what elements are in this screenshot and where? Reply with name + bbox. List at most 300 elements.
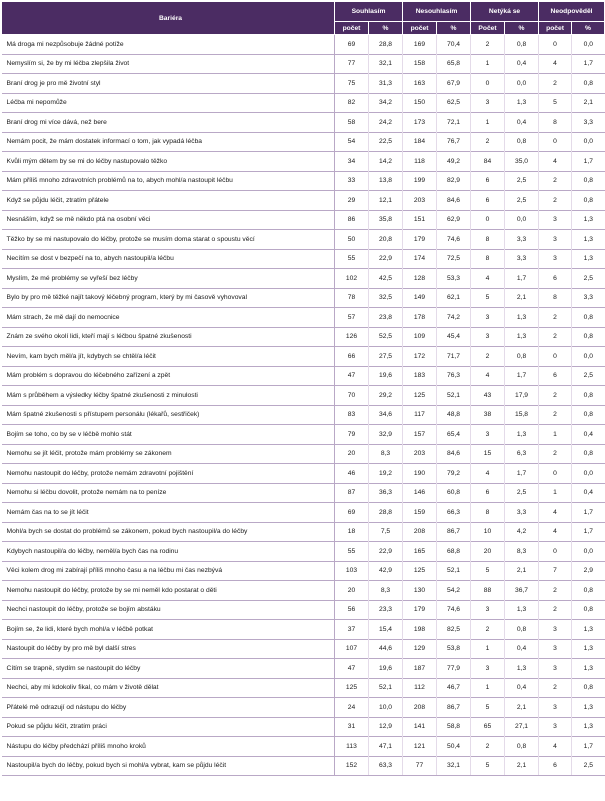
value-cell: 65,4 [437,425,471,445]
value-cell: 52,5 [369,327,403,347]
value-cell: 1,3 [505,600,539,620]
value-cell: 3 [471,425,505,445]
value-cell: 58 [335,113,369,133]
value-cell: 2 [539,327,572,347]
value-cell: 0,8 [505,347,539,367]
value-cell: 32,1 [369,54,403,74]
value-cell: 15 [471,444,505,464]
value-cell: 2 [539,678,572,698]
value-cell: 125 [335,678,369,698]
value-cell: 129 [403,639,437,659]
value-cell: 20 [335,581,369,601]
table-header [2,2,605,35]
value-cell: 1,3 [572,230,605,250]
table-row [2,464,605,484]
value-cell: 36,3 [369,483,403,503]
value-cell: 35,8 [369,210,403,230]
value-cell: 24,2 [369,113,403,133]
value-cell: 1 [471,639,505,659]
value-cell: 5 [471,698,505,718]
value-cell: 0 [539,35,572,55]
value-cell: 17,9 [505,386,539,406]
value-cell: 46 [335,464,369,484]
value-cell: 1,7 [572,737,605,757]
value-cell: 4,2 [505,522,539,542]
value-cell: 48,8 [437,405,471,425]
value-cell: 0,8 [572,74,605,94]
table-row [2,386,605,406]
value-cell: 8 [471,230,505,250]
table-row [2,93,605,113]
value-cell: 55 [335,542,369,562]
value-cell: 4 [539,522,572,542]
value-cell: 0,8 [505,132,539,152]
value-cell: 0,8 [505,620,539,640]
barrier-label: Kvůli mým dětem by se mi do léčby nastupovalo těžko [2,152,335,172]
value-cell: 47 [335,659,369,679]
value-cell: 8 [539,113,572,133]
value-cell: 1 [471,678,505,698]
value-cell: 78 [335,288,369,308]
value-cell: 23,3 [369,600,403,620]
value-cell: 7 [539,561,572,581]
value-cell: 3 [471,93,505,113]
table-row [2,600,605,620]
value-cell: 1,7 [572,522,605,542]
value-cell: 1,7 [572,54,605,74]
value-cell: 23,8 [369,308,403,328]
table-row [2,698,605,718]
value-cell: 0,8 [572,386,605,406]
value-cell: 1 [539,425,572,445]
barrier-label: Pokud se půjdu léčit, ztratím práci [2,717,335,737]
table-row [2,620,605,640]
value-cell: 0 [539,542,572,562]
value-cell: 68,8 [437,542,471,562]
value-cell: 65 [471,717,505,737]
value-cell: 2 [539,600,572,620]
value-cell: 190 [403,464,437,484]
value-cell: 158 [403,54,437,74]
value-cell: 1,3 [572,210,605,230]
value-cell: 63,3 [369,756,403,776]
value-cell: 3,3 [572,113,605,133]
value-cell: 52,1 [437,561,471,581]
value-cell: 6 [471,171,505,191]
value-cell: 3 [539,230,572,250]
barrier-label: Nevím, kam bych měl/a jít, kdybych se chtěl/a léčit [2,347,335,367]
barrier-label: Nemám pocit, že mám dostatek informací o tom, jak vypadá léčba [2,132,335,152]
value-cell: 2 [539,308,572,328]
value-cell: 4 [539,54,572,74]
value-cell: 38 [471,405,505,425]
barrier-label: Má droga mi nezpůsobuje žádné potíže [2,35,335,55]
value-cell: 67,9 [437,74,471,94]
barrier-header: Bariéra [2,2,335,35]
table-row [2,54,605,74]
value-cell: 179 [403,600,437,620]
value-cell: 8 [471,503,505,523]
value-cell: 34 [335,152,369,172]
table-row [2,132,605,152]
value-cell: 117 [403,405,437,425]
value-cell: 163 [403,74,437,94]
value-cell: 22,5 [369,132,403,152]
value-cell: 149 [403,288,437,308]
value-cell: 3,3 [505,249,539,269]
value-cell: 5 [471,756,505,776]
value-cell: 14,2 [369,152,403,172]
table-row [2,717,605,737]
value-cell: 54 [335,132,369,152]
barrier-label: Nechci nastoupit do léčby, protože se bojím abstáku [2,600,335,620]
value-cell: 0,0 [505,210,539,230]
value-cell: 83 [335,405,369,425]
value-cell: 65,8 [437,54,471,74]
value-cell: 183 [403,366,437,386]
value-cell: 0,8 [505,35,539,55]
value-cell: 0,4 [505,639,539,659]
value-cell: 102 [335,269,369,289]
value-cell: 5 [471,561,505,581]
value-cell: 3 [539,210,572,230]
value-cell: 56 [335,600,369,620]
value-cell: 2,9 [572,561,605,581]
value-cell: 1,7 [505,269,539,289]
value-cell: 203 [403,191,437,211]
subheader-cell: počet [403,22,437,35]
value-cell: 13,8 [369,171,403,191]
value-cell: 2 [539,405,572,425]
group-header-no-answer: Neodpověděl [539,2,605,22]
value-cell: 84,6 [437,191,471,211]
table-row [2,659,605,679]
barrier-label: Necítím se dost v bezpečí na to, abych nastoupil/a léčbu [2,249,335,269]
value-cell: 3 [471,327,505,347]
value-cell: 47 [335,366,369,386]
value-cell: 2,5 [505,191,539,211]
table-row [2,327,605,347]
value-cell: 1 [539,483,572,503]
value-cell: 0,8 [572,327,605,347]
barrier-label: Přátelé mě odrazují od nástupu do léčby [2,698,335,718]
value-cell: 84,6 [437,444,471,464]
value-cell: 74,6 [437,600,471,620]
value-cell: 0,4 [505,54,539,74]
value-cell: 57 [335,308,369,328]
value-cell: 2 [539,444,572,464]
value-cell: 0 [471,74,505,94]
value-cell: 32,5 [369,288,403,308]
barrier-label: Nastoupit do léčby by pro mě byl další stres [2,639,335,659]
value-cell: 15,4 [369,620,403,640]
value-cell: 5 [539,93,572,113]
table-row [2,503,605,523]
value-cell: 69 [335,503,369,523]
barrier-label: Myslím, že mé problémy se vyřeší bez léčby [2,269,335,289]
value-cell: 141 [403,717,437,737]
value-cell: 1,3 [572,639,605,659]
value-cell: 29,2 [369,386,403,406]
value-cell: 79 [335,425,369,445]
value-cell: 2 [471,737,505,757]
value-cell: 82,5 [437,620,471,640]
value-cell: 8,3 [505,542,539,562]
table-row [2,522,605,542]
value-cell: 208 [403,522,437,542]
table-row [2,639,605,659]
value-cell: 22,9 [369,542,403,562]
value-cell: 52,1 [437,386,471,406]
value-cell: 3 [539,698,572,718]
table-row [2,756,605,776]
group-header-agree: Souhlasím [335,2,403,22]
value-cell: 31 [335,717,369,737]
barrier-label: Nastoupil/a bych do léčby, pokud bych si mohl/a vybrat, kam se půjdu léčit [2,756,335,776]
value-cell: 1,3 [505,93,539,113]
subheader-cell: počet [539,22,572,35]
value-cell: 82 [335,93,369,113]
value-cell: 6,3 [505,444,539,464]
value-cell: 86 [335,210,369,230]
barrier-label: Nechci, aby mi kdokoliv fikal, co mám v životě dělat [2,678,335,698]
value-cell: 4 [471,269,505,289]
value-cell: 125 [403,561,437,581]
value-cell: 3,3 [505,230,539,250]
value-cell: 0,8 [572,405,605,425]
value-cell: 0,8 [572,171,605,191]
value-cell: 3,3 [572,288,605,308]
value-cell: 2 [539,191,572,211]
value-cell: 4 [471,366,505,386]
value-cell: 52,1 [369,678,403,698]
value-cell: 150 [403,93,437,113]
value-cell: 118 [403,152,437,172]
barrier-label: Když se půjdu léčit, ztratím přátele [2,191,335,211]
value-cell: 0,0 [505,74,539,94]
value-cell: 27,5 [369,347,403,367]
value-cell: 203 [403,444,437,464]
barrier-label: Nesnáším, když se mě někdo ptá na osobní věci [2,210,335,230]
value-cell: 37 [335,620,369,640]
value-cell: 27,1 [505,717,539,737]
barrier-label: Mám špatné zkušenosti s přístupem personálu (lékařů, sestřiček) [2,405,335,425]
table-body [2,35,605,776]
value-cell: 146 [403,483,437,503]
table-row [2,737,605,757]
subheader-cell: % [505,22,539,35]
barrier-label: Bojím se, že lidi, které bych mohl/a v léčbě potkat [2,620,335,640]
barrier-label: Nemohu nastoupit do léčby, protože nemám zdravotní pojištění [2,464,335,484]
value-cell: 157 [403,425,437,445]
value-cell: 3 [539,659,572,679]
value-cell: 35,0 [505,152,539,172]
value-cell: 55 [335,249,369,269]
value-cell: 0,4 [572,483,605,503]
value-cell: 45,4 [437,327,471,347]
value-cell: 2 [539,581,572,601]
barrier-label: Bylo by pro mě těžké najít takový léčebný program, který by mi časově vyhovoval [2,288,335,308]
value-cell: 187 [403,659,437,679]
value-cell: 62,1 [437,288,471,308]
value-cell: 58,8 [437,717,471,737]
value-cell: 5 [471,288,505,308]
table-row [2,483,605,503]
value-cell: 1,3 [572,249,605,269]
value-cell: 43 [471,386,505,406]
value-cell: 0,0 [572,464,605,484]
value-cell: 33 [335,171,369,191]
barrier-label: Mám příliš mnoho zdravotních problémů na to, abych mohl/a nastoupit léčbu [2,171,335,191]
value-cell: 10,0 [369,698,403,718]
value-cell: 47,1 [369,737,403,757]
value-cell: 62,5 [437,93,471,113]
value-cell: 42,9 [369,561,403,581]
value-cell: 121 [403,737,437,757]
value-cell: 3 [539,620,572,640]
value-cell: 126 [335,327,369,347]
value-cell: 71,7 [437,347,471,367]
value-cell: 19,6 [369,659,403,679]
value-cell: 72,5 [437,249,471,269]
value-cell: 18 [335,522,369,542]
value-cell: 60,8 [437,483,471,503]
value-cell: 2,1 [505,288,539,308]
table-row [2,561,605,581]
barrier-label: Nemohu si léčbu dovolit, protože nemám na to peníze [2,483,335,503]
barrier-label: Bojím se toho, co by se v léčbě mohlo stát [2,425,335,445]
table-row [2,425,605,445]
value-cell: 2,1 [505,756,539,776]
barrier-label: Nemyslím si, že by mi léčba zlepšila život [2,54,335,74]
value-cell: 1,3 [572,659,605,679]
value-cell: 1,7 [572,152,605,172]
value-cell: 0 [539,132,572,152]
value-cell: 2,5 [572,269,605,289]
value-cell: 88 [471,581,505,601]
value-cell: 77 [335,54,369,74]
barrier-label: Věci kolem drog mi zabírají příliš mnoho času a na léčbu mi čas nezbývá [2,561,335,581]
table-row [2,269,605,289]
value-cell: 70 [335,386,369,406]
value-cell: 0 [471,210,505,230]
value-cell: 6 [539,756,572,776]
subheader-cell: % [437,22,471,35]
barrier-label: Nemám čas na to se jít léčit [2,503,335,523]
value-cell: 50 [335,230,369,250]
value-cell: 1,7 [505,366,539,386]
table-row [2,542,605,562]
value-cell: 74,6 [437,230,471,250]
value-cell: 2,1 [505,698,539,718]
value-cell: 125 [403,386,437,406]
value-cell: 6 [539,269,572,289]
value-cell: 159 [403,503,437,523]
value-cell: 20 [471,542,505,562]
subheader-cell: Počet [471,22,505,35]
value-cell: 2,1 [572,93,605,113]
barriers-table [1,1,605,776]
value-cell: 76,3 [437,366,471,386]
value-cell: 109 [403,327,437,347]
value-cell: 4 [539,737,572,757]
barrier-label: Léčba mi nepomůže [2,93,335,113]
subheader-cell: počet [335,22,369,35]
value-cell: 2 [539,171,572,191]
value-cell: 12,1 [369,191,403,211]
barrier-label: Braní drog je pro mě životní styl [2,74,335,94]
table-row [2,308,605,328]
barrier-label: Cítím se trapně, stydím se nastoupit do léčby [2,659,335,679]
value-cell: 36,7 [505,581,539,601]
value-cell: 1 [471,54,505,74]
table-row [2,171,605,191]
value-cell: 3 [471,308,505,328]
value-cell: 62,9 [437,210,471,230]
value-cell: 1,3 [572,717,605,737]
table-row [2,113,605,133]
value-cell: 152 [335,756,369,776]
group-header-disagree: Nesouhlasím [403,2,471,22]
value-cell: 42,5 [369,269,403,289]
value-cell: 151 [403,210,437,230]
value-cell: 70,4 [437,35,471,55]
value-cell: 20,8 [369,230,403,250]
value-cell: 169 [403,35,437,55]
value-cell: 31,3 [369,74,403,94]
value-cell: 72,1 [437,113,471,133]
value-cell: 178 [403,308,437,328]
value-cell: 66,3 [437,503,471,523]
table-row [2,210,605,230]
value-cell: 2 [471,347,505,367]
value-cell: 4 [539,152,572,172]
barrier-label: Nástupu do léčby předchází příliš mnoho kroků [2,737,335,757]
value-cell: 1,3 [505,659,539,679]
barrier-label: Nemohu se jít léčit, protože mám problémy se zákonem [2,444,335,464]
barrier-label: Mohl/a bych se dostat do problémů se zákonem, pokud bych nastoupil/a do léčby [2,522,335,542]
group-header-not-applicable: Netýká se [471,2,539,22]
value-cell: 87 [335,483,369,503]
value-cell: 3 [539,717,572,737]
value-cell: 49,2 [437,152,471,172]
value-cell: 1,7 [505,464,539,484]
value-cell: 107 [335,639,369,659]
value-cell: 24 [335,698,369,718]
value-cell: 3 [539,639,572,659]
value-cell: 2,5 [505,483,539,503]
value-cell: 3,3 [505,503,539,523]
barrier-label: Mám s průběhem a výsledky léčby špatné zkušenosti z minulosti [2,386,335,406]
value-cell: 44,6 [369,639,403,659]
value-cell: 8 [539,288,572,308]
barrier-label: Mám strach, že mě dají do nemocnice [2,308,335,328]
value-cell: 32,9 [369,425,403,445]
value-cell: 6 [471,483,505,503]
value-cell: 198 [403,620,437,640]
value-cell: 2 [471,620,505,640]
value-cell: 84 [471,152,505,172]
table-row [2,678,605,698]
value-cell: 32,1 [437,756,471,776]
barrier-label: Těžko by se mi nastupovalo do léčby, protože se musím doma starat o spoustu věcí [2,230,335,250]
value-cell: 10 [471,522,505,542]
barrier-label: Nemohu nastoupit do léčby, protože by se mi neměl kdo postarat o děti [2,581,335,601]
value-cell: 0,8 [572,191,605,211]
value-cell: 179 [403,230,437,250]
value-cell: 0,4 [505,678,539,698]
value-cell: 172 [403,347,437,367]
